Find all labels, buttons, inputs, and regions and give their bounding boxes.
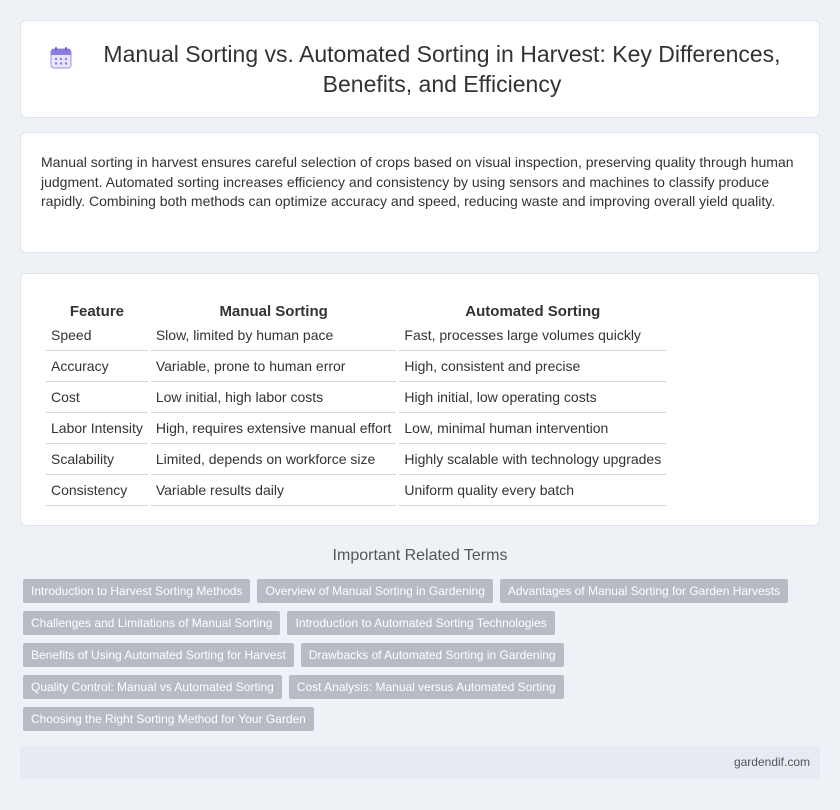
cell-manual: Variable results daily — [151, 475, 397, 506]
cell-feature: Accuracy — [46, 351, 148, 382]
table-header-row — [46, 296, 666, 320]
cell-automated: Uniform quality every batch — [399, 475, 666, 506]
cell-feature: Speed — [46, 320, 148, 351]
cell-manual: Slow, limited by human pace — [151, 320, 397, 351]
related-term-tag[interactable]: Drawbacks of Automated Sorting in Gardening — [301, 643, 564, 667]
cell-feature: Cost — [46, 382, 148, 413]
cell-feature: Labor Intensity — [46, 413, 148, 444]
page-title: Manual Sorting vs. Automated Sorting in Harvest: Key Differences, Benefits, and Efficiency — [103, 41, 781, 97]
cell-automated: Low, minimal human intervention — [399, 413, 666, 444]
table-row — [46, 351, 666, 382]
table-row — [46, 444, 666, 475]
cell-manual: Low initial, high labor costs — [151, 382, 397, 413]
cell-manual: Variable, prone to human error — [151, 351, 397, 382]
related-term-tag[interactable]: Overview of Manual Sorting in Gardening — [257, 579, 492, 603]
header-card — [20, 20, 820, 118]
cell-automated: High initial, low operating costs — [399, 382, 666, 413]
header-feature: Feature — [69, 303, 125, 320]
related-terms-heading: Important Related Terms — [332, 547, 508, 564]
related-term-tag[interactable]: Introduction to Automated Sorting Technologies — [287, 611, 554, 635]
header-manual-sorting: Manual Sorting — [219, 303, 328, 320]
related-term-tag[interactable]: Challenges and Limitations of Manual Sorting — [23, 611, 280, 635]
comparison-table-card — [20, 273, 820, 526]
footer — [20, 746, 820, 779]
cell-manual: Limited, depends on workforce size — [151, 444, 397, 475]
cell-feature: Scalability — [46, 444, 148, 475]
comparison-table — [43, 296, 669, 506]
cell-manual: High, requires extensive manual effort — [151, 413, 397, 444]
related-term-tag[interactable]: Introduction to Harvest Sorting Methods — [23, 579, 250, 603]
footer-site-link[interactable]: gardendif.com — [733, 755, 810, 769]
related-term-tag[interactable]: Cost Analysis: Manual versus Automated Sorting — [289, 675, 564, 699]
related-term-tag[interactable]: Quality Control: Manual vs Automated Sorting — [23, 675, 282, 699]
cell-automated: High, consistent and precise — [399, 351, 666, 382]
table-row — [46, 413, 666, 444]
header-automated-sorting: Automated Sorting — [465, 303, 601, 320]
intro-paragraph: Manual sorting in harvest ensures careful selection of crops based on visual inspection, preserving quality through human judgment. Automated sorting increases efficiency and consistency by using sensors and machines to classify produce rapidly. Combining both methods can optimize accuracy and speed, reducing waste and improving overall yield quality. — [41, 154, 794, 209]
table-row — [46, 320, 666, 351]
related-terms-list — [23, 579, 803, 731]
cell-feature: Consistency — [46, 475, 148, 506]
table-row — [46, 475, 666, 506]
table-row — [46, 382, 666, 413]
intro-card — [20, 132, 820, 253]
cell-automated: Fast, processes large volumes quickly — [399, 320, 666, 351]
related-term-tag[interactable]: Benefits of Using Automated Sorting for Harvest — [23, 643, 294, 667]
related-term-tag[interactable]: Choosing the Right Sorting Method for Your Garden — [23, 707, 314, 731]
related-term-tag[interactable]: Advantages of Manual Sorting for Garden Harvests — [500, 579, 788, 603]
cell-automated: Highly scalable with technology upgrades — [399, 444, 666, 475]
